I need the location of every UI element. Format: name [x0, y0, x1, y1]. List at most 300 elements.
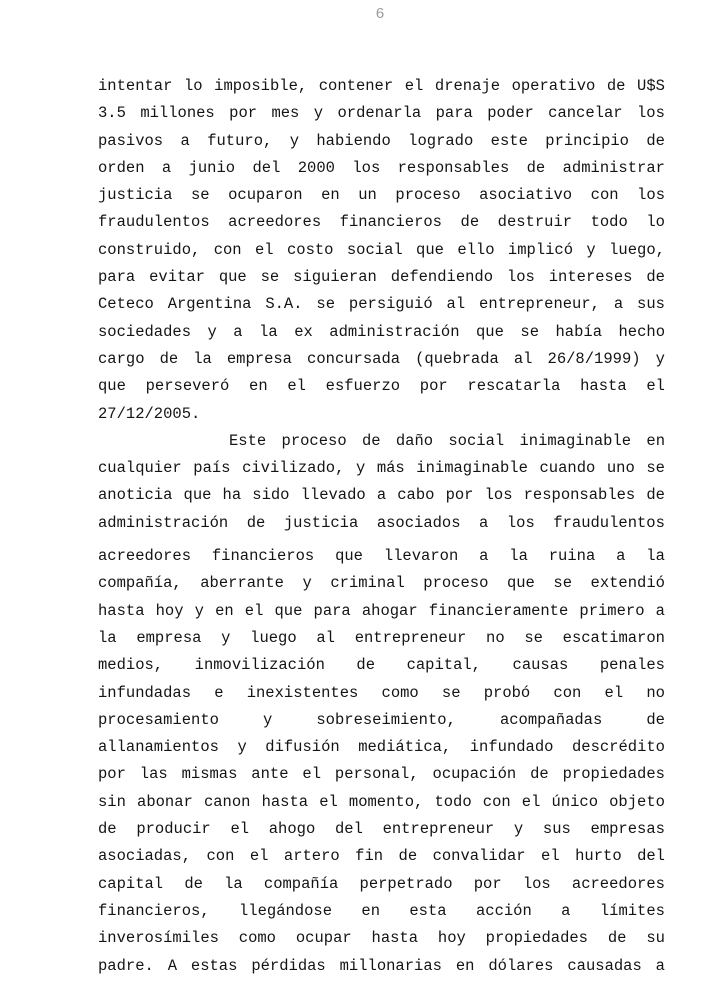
word: de [246, 513, 266, 532]
word: defendiendo [390, 268, 494, 287]
word: lo [646, 213, 665, 232]
word: los [352, 158, 381, 177]
word: ruina [548, 547, 596, 566]
word: de [361, 431, 381, 450]
word: luego, [609, 240, 665, 259]
word: la [193, 349, 212, 368]
word: millonarias [339, 956, 442, 975]
word: propiedades [485, 929, 588, 948]
text-line [98, 155, 665, 182]
word: a [616, 547, 626, 566]
word: a [161, 158, 172, 177]
word: financieros [339, 213, 442, 232]
word: empresas [590, 820, 665, 839]
word: logrado [408, 131, 474, 150]
word: social [346, 240, 403, 259]
word: causas [512, 656, 569, 675]
word: con [213, 240, 242, 259]
word: sus [542, 820, 571, 839]
text-line [98, 455, 665, 482]
word: con [482, 792, 511, 811]
word: inverosímiles [98, 929, 219, 948]
word: mes [271, 104, 300, 123]
word: capital, [406, 656, 481, 675]
word: para [98, 268, 136, 287]
word: a [479, 513, 489, 532]
word: objeto [609, 792, 665, 811]
word: en [455, 956, 475, 975]
word: entrepreneur [382, 820, 495, 839]
word: compañía, [98, 574, 182, 593]
word: el [244, 601, 264, 620]
word: entrepreneur, [479, 295, 600, 314]
text-line [98, 652, 665, 679]
word: al [513, 349, 533, 368]
word: proceso [281, 431, 347, 450]
word: y [237, 738, 247, 757]
word: ocupación [432, 765, 517, 784]
word: de [356, 656, 376, 675]
text-line [98, 953, 665, 980]
word: producir [136, 820, 211, 839]
word: el [249, 847, 269, 866]
word: financieros [211, 547, 315, 566]
word: acción [475, 901, 532, 920]
word: cancelar [548, 104, 623, 123]
word: pérdidas [251, 956, 326, 975]
word: hurto [575, 847, 622, 866]
word: a [180, 131, 190, 150]
text-line [98, 734, 665, 761]
word: momento, [348, 792, 424, 811]
word: sobreseimiento, [316, 710, 456, 729]
word: anoticia [98, 486, 173, 505]
text-line [98, 264, 665, 291]
word: ante [251, 765, 289, 784]
word: y [655, 349, 665, 368]
word: fraudulentos [98, 213, 210, 232]
word: los [636, 104, 665, 123]
word: inexistentes [246, 683, 359, 702]
word: mediática, [358, 738, 452, 757]
word: al [316, 628, 335, 647]
word: financieramente [428, 601, 569, 620]
word: intereses [548, 268, 633, 287]
word: que [335, 547, 363, 566]
word: con [206, 847, 235, 866]
text-line [98, 319, 665, 346]
word: abonar [137, 792, 193, 811]
word: de [646, 268, 665, 287]
word: único [551, 792, 599, 811]
word: costo [286, 240, 334, 259]
word: sin [98, 792, 126, 811]
word: llevado [300, 486, 366, 505]
word: el [254, 240, 274, 259]
word: el [404, 77, 424, 95]
word: de [646, 131, 665, 150]
word: inmovilización [194, 656, 325, 675]
word: orden [98, 158, 145, 177]
text-line [98, 925, 665, 952]
text-line [98, 373, 665, 400]
word: administrar [562, 158, 665, 177]
word: de [460, 213, 480, 232]
word: proceso [423, 574, 489, 593]
word: extendió [590, 574, 665, 593]
word: y [221, 628, 231, 647]
word: de [530, 765, 549, 784]
document-body [98, 73, 665, 980]
word: un [358, 186, 377, 205]
word: compañía [263, 874, 339, 893]
word: ordenarla [337, 104, 422, 123]
word: más [376, 459, 405, 478]
word: ocupar [295, 929, 352, 948]
word: Ceteco [98, 295, 154, 314]
word: justicia [283, 513, 359, 532]
word: el [521, 792, 541, 811]
word: el [646, 377, 665, 396]
word: que [274, 601, 303, 620]
word: el [230, 820, 250, 839]
word: como [238, 929, 276, 948]
word: las [139, 765, 168, 784]
word: allanamientos [98, 738, 219, 757]
word: e [214, 683, 224, 702]
word: como [381, 683, 419, 702]
word: perseveró [145, 377, 230, 396]
word: U$S [637, 77, 665, 95]
word: causadas [567, 956, 642, 975]
word: artero [283, 847, 340, 866]
text-line [98, 209, 665, 236]
text-line [98, 598, 665, 625]
word: se [553, 574, 572, 593]
word: fraudulentos [553, 513, 665, 532]
word: se [646, 459, 665, 478]
word: este [490, 131, 528, 150]
word: difusión [265, 738, 340, 757]
word: concursada [307, 349, 401, 368]
word: de [606, 77, 626, 95]
word: los [637, 186, 665, 205]
text-line [98, 510, 665, 537]
text-line [98, 73, 665, 100]
text-line [98, 237, 665, 264]
word: penales [599, 656, 665, 675]
word: en [215, 601, 234, 620]
word: con [590, 186, 619, 205]
text-line [98, 898, 665, 925]
word: todo [590, 213, 628, 232]
word: por [98, 765, 126, 784]
word: 2000 [297, 158, 335, 177]
word: por [473, 874, 502, 893]
word: y [513, 820, 524, 839]
word: justicia [98, 186, 173, 205]
word: ahogar [361, 601, 418, 620]
text-line [98, 128, 665, 155]
word: que [506, 574, 535, 593]
word: siguieran [293, 268, 377, 287]
word: ha [222, 486, 242, 505]
word: por [419, 377, 448, 396]
word: para [435, 104, 473, 123]
word: empresa [226, 349, 292, 368]
word: (quebrada [415, 349, 499, 368]
word: de [159, 349, 179, 368]
word: cuando [539, 459, 596, 478]
word: esfuerzo [325, 377, 401, 396]
word: no [486, 628, 505, 647]
word: personal, [334, 765, 419, 784]
word: del [637, 847, 665, 866]
word: cualquier [98, 459, 182, 478]
word: la [509, 547, 528, 566]
word: daño [395, 431, 434, 450]
word: sido [252, 486, 290, 505]
word: los [506, 268, 535, 287]
word: acreedores [228, 213, 322, 232]
word: infundadas [98, 683, 192, 702]
word: cabo [397, 486, 435, 505]
word: poder [487, 104, 534, 123]
word: ahogo [268, 820, 316, 839]
word: de [184, 874, 203, 893]
word: 3.5 [98, 104, 126, 123]
word: millones [140, 104, 215, 123]
word: rescatarla [467, 377, 561, 396]
word: inimaginable [416, 459, 528, 478]
word: se [190, 186, 210, 205]
word: de [526, 158, 546, 177]
word: hecho [618, 322, 665, 341]
text-line [98, 707, 665, 734]
text-line [98, 482, 665, 509]
word: S.A. [265, 295, 303, 314]
text-line [98, 570, 665, 597]
text-line [98, 182, 665, 209]
word: y [586, 240, 596, 259]
word: se [520, 322, 539, 341]
word: con [553, 683, 582, 702]
word: el [319, 792, 338, 811]
word: el [287, 377, 306, 396]
word: proceso [395, 186, 461, 205]
word: Este [229, 431, 267, 450]
text-line [98, 789, 665, 816]
word: primero [579, 601, 645, 620]
word: para [313, 601, 351, 620]
word: del [334, 820, 363, 839]
word: a [613, 295, 624, 314]
word: asociativo [479, 186, 573, 205]
word: hasta [371, 929, 419, 948]
word: responsables [523, 486, 636, 505]
word: medios, [98, 656, 164, 675]
word: los [506, 513, 535, 532]
word: principio [545, 131, 629, 150]
word: del [252, 158, 281, 177]
word: ocuparon [228, 186, 303, 205]
word: en [321, 186, 340, 205]
word: de [607, 929, 627, 948]
word: administración [98, 513, 229, 532]
word: a [561, 901, 571, 920]
word: social [448, 431, 505, 450]
text-line: 27/12/2005. [98, 404, 201, 423]
word: hasta [261, 792, 309, 811]
word: uno [606, 459, 635, 478]
word: futuro, [207, 131, 273, 150]
word: límites [599, 901, 665, 920]
text-line [98, 543, 665, 570]
word: perpetrado [359, 874, 453, 893]
word: hasta [98, 601, 145, 620]
word: ello [457, 240, 495, 259]
word: civilizado, [242, 459, 345, 478]
word: país [193, 459, 231, 478]
word: acompañadas [499, 710, 603, 729]
word: financieros, [98, 901, 210, 920]
text-line [98, 761, 665, 788]
word: lo [183, 77, 203, 95]
word: a [655, 601, 665, 620]
word: a [479, 547, 489, 566]
word: y [194, 601, 204, 620]
word: junio [188, 158, 236, 177]
word: cargo [98, 349, 145, 368]
word: la [98, 628, 117, 647]
word: y [355, 459, 366, 478]
word: en [361, 901, 380, 920]
word: asociados [376, 513, 461, 532]
word: a [233, 322, 243, 341]
word: inimaginable [519, 431, 632, 450]
word: la [224, 874, 243, 893]
word: destruir [497, 213, 573, 232]
text-line [98, 680, 665, 707]
word: criminal [330, 574, 405, 593]
word: esta [409, 901, 447, 920]
word: su [646, 929, 665, 948]
word: se [524, 628, 543, 647]
word: hasta [580, 377, 627, 396]
word: evitar [149, 268, 205, 287]
word: y [302, 574, 312, 593]
word: sociedades [98, 322, 192, 341]
page-number: 6 [375, 6, 385, 23]
word: los [522, 874, 551, 893]
text-line [98, 843, 665, 870]
word: entrepreneur [354, 628, 467, 647]
word: por [229, 104, 258, 123]
word: construido, [98, 240, 201, 259]
word: y [262, 710, 273, 729]
word: por [445, 486, 474, 505]
word: probó [483, 683, 531, 702]
word: que [218, 268, 247, 287]
text-line [98, 871, 665, 898]
text-line [98, 291, 665, 318]
word: había [555, 322, 602, 341]
word: propiedades [562, 765, 665, 784]
word: asociadas, [98, 847, 192, 866]
word: aberrante [200, 574, 284, 593]
word: se [316, 295, 336, 314]
word: todo [434, 792, 472, 811]
word: Argentina [167, 295, 252, 314]
word: a [376, 486, 387, 505]
word: que [416, 240, 444, 259]
word: el [541, 847, 560, 866]
word: operativo [511, 77, 596, 95]
word: que [183, 486, 212, 505]
text-line [98, 346, 665, 373]
word: se [260, 268, 280, 287]
text-line [98, 100, 665, 127]
word: se [441, 683, 461, 702]
word: administración [329, 322, 460, 341]
text-line [98, 428, 665, 455]
word: implicó [507, 240, 574, 259]
word: mismas [181, 765, 238, 784]
word: de [646, 486, 665, 505]
word: fin [355, 847, 384, 866]
word: contener [318, 77, 394, 95]
word: dólares [488, 956, 554, 975]
word: luego [250, 628, 297, 647]
word: y [207, 322, 217, 341]
word: y [313, 104, 324, 123]
word: no [646, 683, 665, 702]
word: estas [190, 956, 238, 975]
word: de [646, 710, 665, 729]
word: acreedores [571, 874, 665, 893]
word: ex [294, 322, 313, 341]
word: acreedores [98, 547, 192, 566]
word: sus [637, 295, 665, 314]
text-line [98, 625, 665, 652]
word: el [302, 765, 322, 784]
word: que [476, 322, 504, 341]
word: hoy [155, 601, 184, 620]
word: convalidar [432, 847, 526, 866]
word: en [249, 377, 268, 396]
word: que [98, 377, 126, 396]
text-line [98, 816, 665, 843]
word: la [646, 547, 665, 566]
word: habiendo [316, 131, 391, 150]
word: A [167, 956, 178, 975]
word: procesamiento [98, 710, 219, 729]
word: la [259, 322, 278, 341]
word: hoy [437, 929, 466, 948]
word: 26/8/1999) [547, 349, 641, 368]
word: a [655, 956, 665, 975]
word: padre. [98, 956, 154, 975]
word: canon [203, 792, 251, 811]
word: intentar [98, 77, 173, 95]
word: llevaron [383, 547, 459, 566]
word: empresa [136, 628, 202, 647]
word: pasivos [98, 131, 164, 150]
word: imposible, [214, 77, 308, 95]
word: de [98, 820, 117, 839]
word: y [289, 131, 299, 150]
word: el [604, 683, 624, 702]
